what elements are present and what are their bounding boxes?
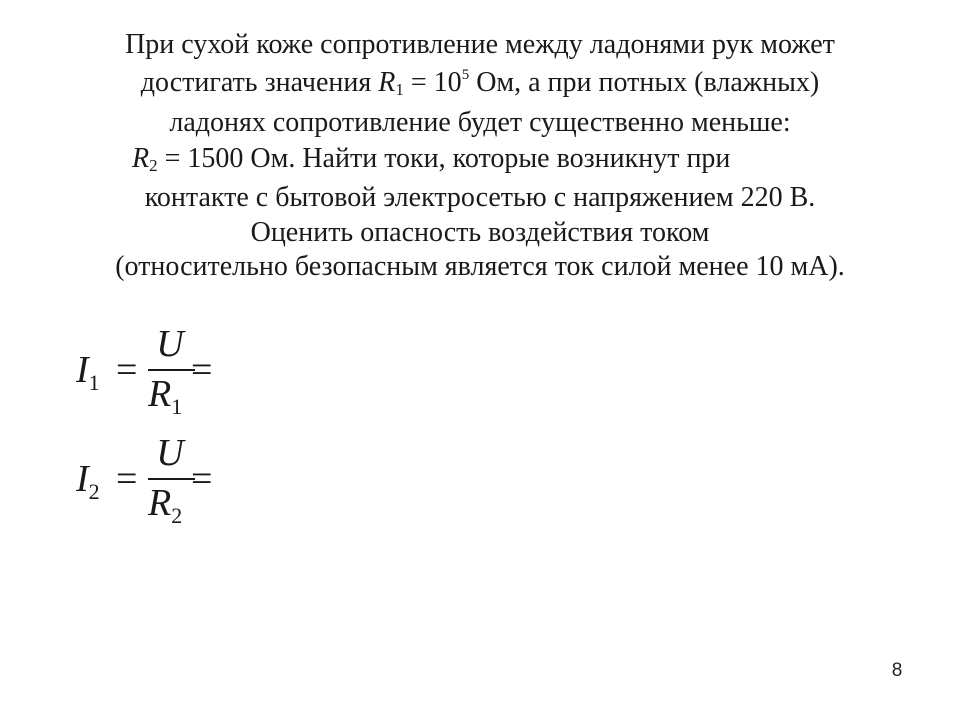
- problem-line-2: [40, 64, 920, 102]
- resistance-symbol: R: [148, 482, 172, 524]
- formula-lhs: [76, 348, 100, 395]
- problem-text: = 10: [403, 66, 462, 98]
- current-subscript: 2: [88, 479, 100, 504]
- resistance-symbol: R: [378, 66, 396, 98]
- trailing-equals-sign: =: [191, 349, 213, 391]
- formula-current-2: [76, 427, 276, 527]
- resistance-symbol: R: [148, 373, 172, 415]
- problem-line-5: [40, 179, 920, 217]
- problem-text: контакте с бытовой электросетью с напряжением 220 В.: [144, 182, 816, 213]
- problem-line-3: [40, 104, 920, 142]
- fraction-numerator: U: [156, 323, 184, 365]
- current-subscript: 1: [88, 370, 100, 395]
- problem-text: = 1500 Ом. Найти токи, которые возникнут при: [157, 142, 731, 174]
- resistance-subscript: 2: [149, 155, 158, 175]
- problem-text: Оценить опасность воздействия током: [250, 216, 710, 248]
- problem-line-7: [40, 248, 920, 286]
- formula-current-1: [76, 318, 276, 418]
- problem-line-1: [40, 26, 920, 64]
- formula-lhs: [76, 457, 100, 504]
- problem-line-6: [40, 214, 920, 252]
- problem-text: При сухой коже сопротивление между ладонями рук может: [125, 29, 835, 60]
- resistance-subscript: 2: [171, 503, 183, 528]
- page-number: 8: [891, 660, 903, 681]
- equals-sign: =: [116, 349, 138, 391]
- resistance-subscript: 1: [171, 394, 183, 419]
- current-symbol: I: [76, 458, 89, 500]
- equals-sign: =: [116, 458, 138, 500]
- current-symbol: I: [76, 349, 89, 391]
- fraction-denominator: [148, 372, 183, 419]
- problem-text: достигать значения: [140, 66, 379, 98]
- fraction-denominator: [148, 481, 183, 528]
- fraction-bar: [148, 369, 195, 371]
- problem-line-4: [40, 140, 920, 178]
- problem-text: (относительно безопасным является ток силой менее 10 мА).: [115, 251, 845, 282]
- problem-statement: [40, 26, 920, 286]
- trailing-equals-sign: =: [191, 458, 213, 500]
- problem-text: Ом, а при потных (влажных): [469, 66, 820, 98]
- fraction-bar: [148, 478, 195, 480]
- resistance-symbol: R: [132, 142, 150, 174]
- power-exponent: 5: [461, 66, 470, 83]
- fraction-numerator: U: [156, 432, 184, 474]
- resistance-subscript: 1: [395, 79, 404, 99]
- problem-text: ладонях сопротивление будет существенно меньше:: [169, 107, 791, 138]
